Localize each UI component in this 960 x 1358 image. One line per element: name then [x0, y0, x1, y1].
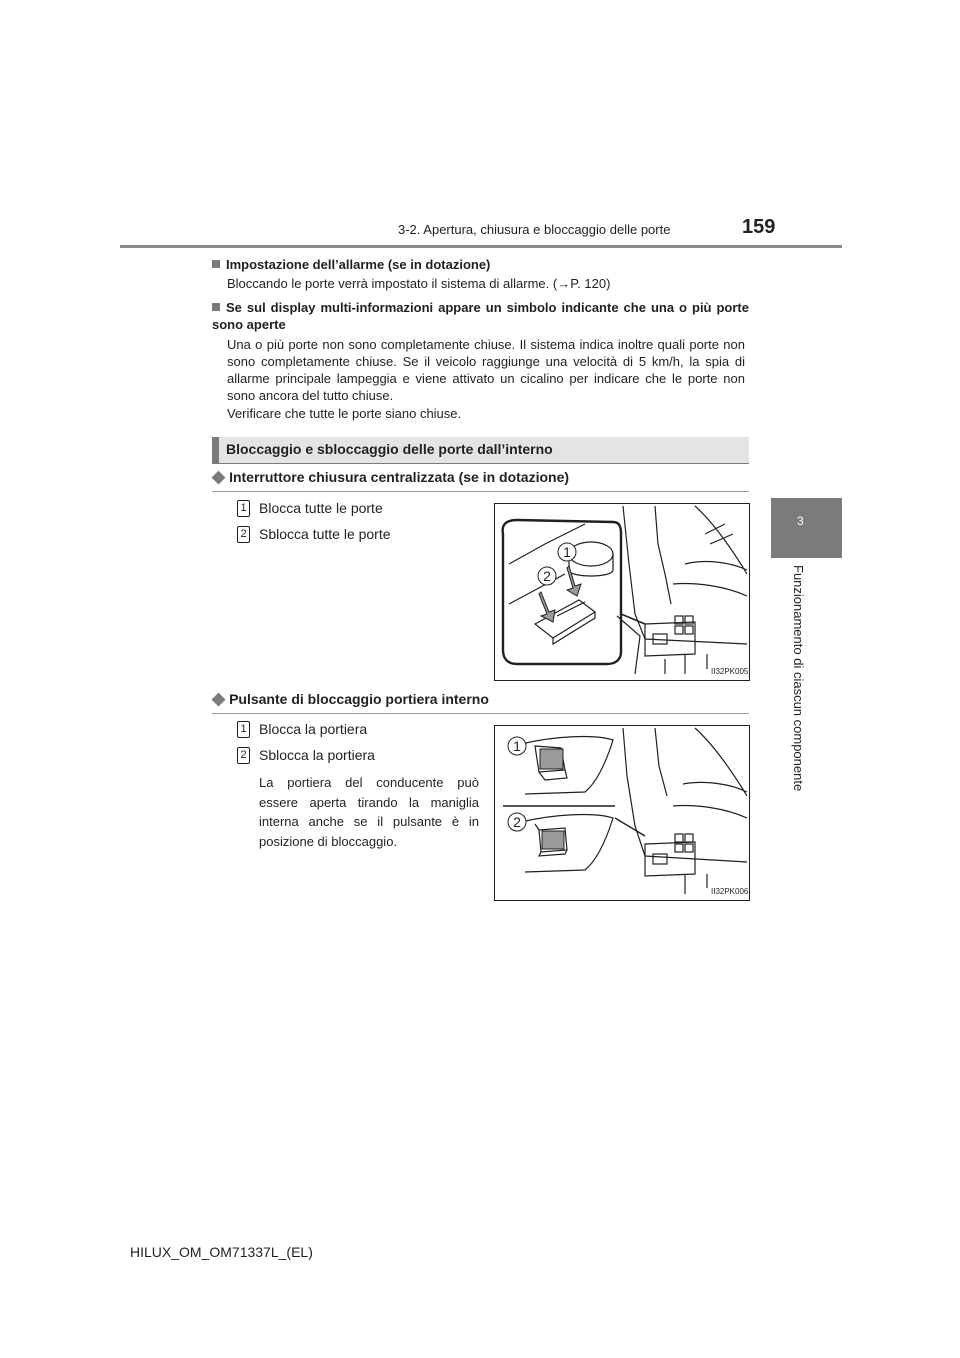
subsection-heading-central-lock: ◆ Interruttore chiusura centralizzata (se in dotazione)	[212, 467, 749, 492]
central-lock-drawing	[495, 504, 749, 680]
callout-1: 1	[513, 738, 521, 754]
document-code: HILUX_OM_OM71337L_(EL)	[130, 1244, 313, 1260]
figure-code: II32PK006	[711, 887, 749, 896]
illustration-central-lock-switch	[494, 503, 750, 681]
callout-2: 2	[513, 814, 521, 830]
illustration-inside-lock-button	[494, 725, 750, 901]
item-number: 1	[237, 721, 250, 738]
item-number: 1	[237, 500, 250, 517]
section-heading-bar	[212, 437, 749, 464]
item-number: 2	[237, 526, 250, 543]
inside-lock-drawing	[495, 726, 749, 900]
section-title: Bloccaggio e sbloccaggio delle porte dall’interno	[226, 441, 553, 457]
chapter-tab	[771, 498, 842, 558]
inside-lock-note: La portiera del conducente può essere aperta tirando la maniglia interna anche se il pulsante è in posizione di bloccaggio.	[259, 775, 479, 849]
item-label: Blocca la portiera	[259, 721, 368, 737]
page-number: 159	[742, 216, 776, 238]
header-rule	[120, 245, 842, 248]
square-bullet-icon	[212, 260, 220, 268]
figure-code: II32PK005	[711, 667, 749, 676]
note-text-alarm: Bloccando le porte verrà impostato il sistema di allarme. (→P. 120)	[227, 276, 611, 291]
note-text-door-open-2: Verificare che tutte le porte siano chiuse.	[227, 406, 462, 421]
item-label: Sblocca tutte le porte	[259, 526, 391, 542]
item-number: 2	[237, 747, 250, 764]
chapter-number: 3	[797, 514, 804, 528]
chapter-title-vertical	[788, 565, 808, 795]
diamond-bullet-icon: ◆	[212, 467, 226, 486]
square-bullet-icon	[212, 303, 220, 311]
subsection-heading-inside-lock: ◆ Pulsante di bloccaggio portiera interno	[212, 689, 749, 714]
note-text-door-open: Una o più porte non sono completamente chiuse. Il sistema indica inoltre quali porte non sono completamente chiuse. Se il veicolo raggiunge una velocità di 5 km/h, la spia di allarme principale lampeggia e viene attivato un cicalino per indicare che le porte non sono ancora del tutto chiuse.	[227, 337, 745, 403]
callout-2: 2	[543, 568, 551, 584]
diamond-bullet-icon: ◆	[212, 689, 226, 708]
item-label: Blocca tutte le porte	[259, 500, 383, 516]
section-accent	[212, 437, 219, 463]
item-label: Sblocca la portiera	[259, 747, 375, 763]
running-header-section: 3-2. Apertura, chiusura e bloccaggio delle porte	[398, 222, 671, 237]
note-heading-alarm: Impostazione dell’allarme (se in dotazione)	[212, 256, 752, 273]
note-heading-door-open: Se sul display multi-informazioni appare un simbolo indicante che una o più porte sono aperte	[212, 300, 749, 332]
chapter-title: Funzionamento di ciascun componente	[791, 565, 806, 792]
callout-1: 1	[563, 544, 571, 560]
